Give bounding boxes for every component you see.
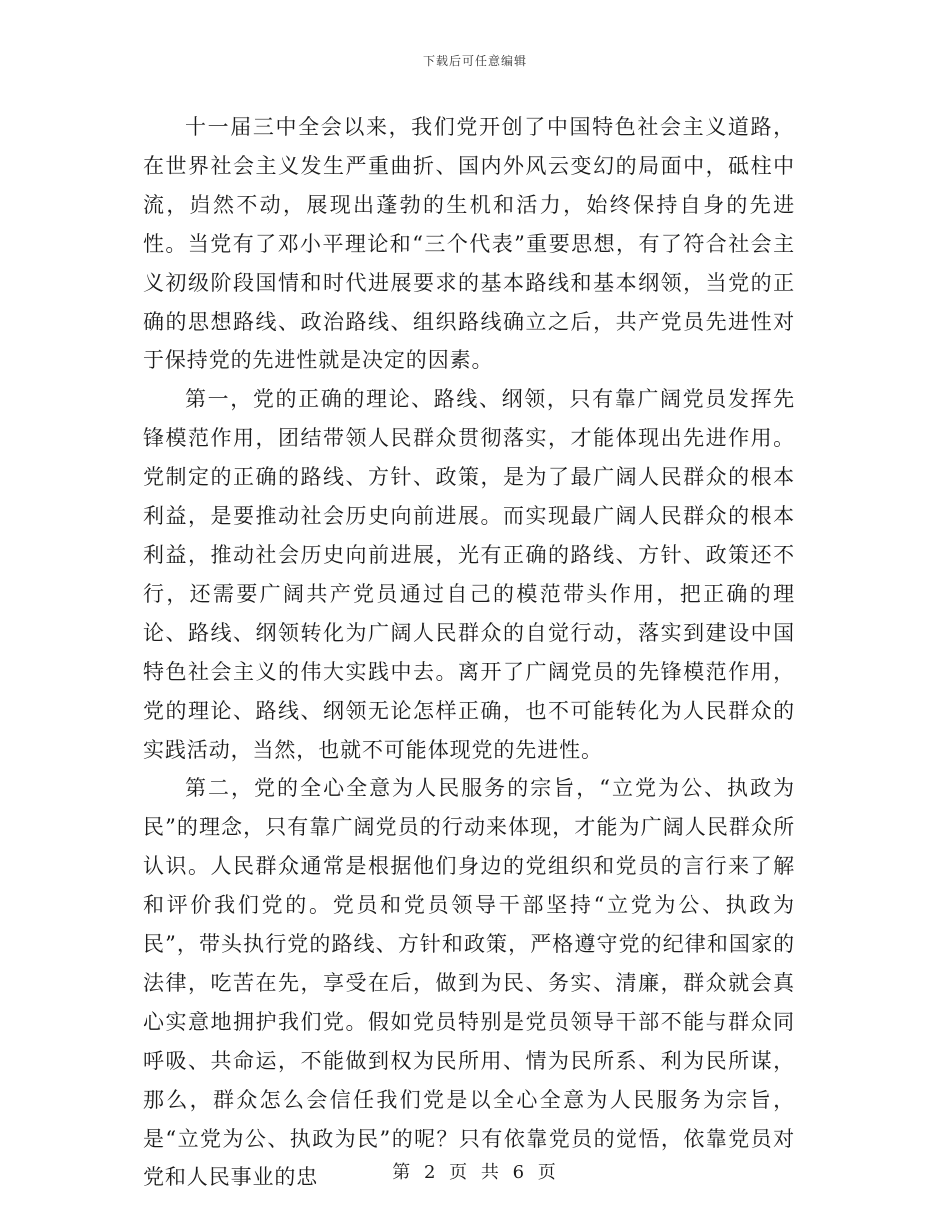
paragraph-second-point: 第二，党的全心全意为人民服务的宗旨，“立党为公、执政为民”的理念，只有靠广阔党员的行动来体现，才能为广阔人民群众所认识。人民群众通常是根据他们身边的党组织和党员的言行来了解和评价我们党的。党员和党员领导干部坚持“立党为公、执政为民”，带头执行党的路线、方针和政策，严格遵守党的纪律和国家的法律，吃苦在先，享受在后，做到为民、务实、清廉，群众就会真心实意地拥护我们党。假如党员特别是党员领导干部不能与群众同呼吸、共命运，不能做到权为民所用、情为民所系、利为民所谋，那么，群众怎么会信任我们党是以全心全意为人民服务为宗旨，是“立党为公、执政为民”的呢？只有依靠党员的觉悟，依靠党员对党和人民事业的忠 bbox=[143, 776, 795, 1190]
document-body bbox=[143, 108, 795, 1197]
page-number-footer: 第 2 页 共 6 页 bbox=[392, 1162, 558, 1183]
paragraph-intro: 十一届三中全会以来，我们党开创了中国特色社会主义道路，在世界社会主义发生严重曲折、国内外风云变幻的局面中，砥柱中流，岿然不动，展现出蓬勃的生机和活力，始终保持自身的先进性。当党有了邓小平理论和“三个代表”重要思想，有了符合社会主义初级阶段国情和时代进展要求的基本路线和基本纲领，当党的正确的思想路线、政治路线、组织路线确立之后，共产党员先进性对于保持党的先进性就是决定的因素。 bbox=[143, 115, 795, 373]
page-header: 下载后可任意编辑 bbox=[422, 54, 527, 68]
paragraph-first-point: 第一，党的正确的理论、路线、纲领，只有靠广阔党员发挥先锋模范作用，团结带领人民群众贯彻落实，才能体现出先进作用。党制定的正确的路线、方针、政策，是为了最广阔人民群众的根本利益，是要推动社会历史向前进展。而实现最广阔人民群众的根本利益，推动社会历史向前进展，光有正确的路线、方针、政策还不行，还需要广阔共产党员通过自己的模范带头作用，把正确的理论、路线、纲领转化为广阔人民群众的自觉行动，落实到建设中国特色社会主义的伟大实践中去。离开了广阔党员的先锋模范作用，党的理论、路线、纲领无论怎样正确，也不可能转化为人民群众的实践活动，当然，也就不可能体现党的先进性。 bbox=[143, 387, 795, 762]
